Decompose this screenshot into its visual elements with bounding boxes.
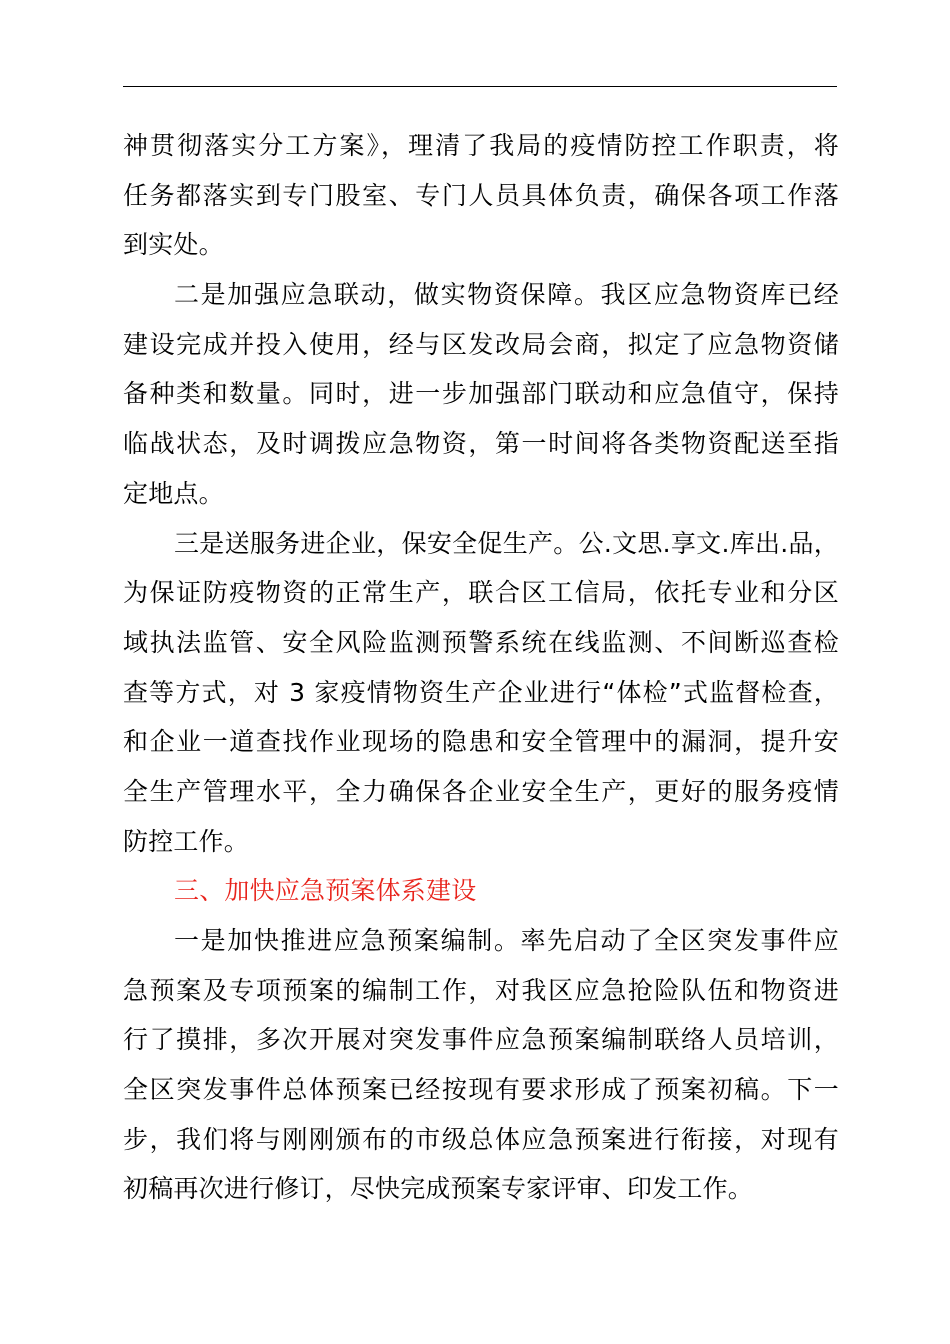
paragraph-line: 任务都落实到专门股室、专门人员具体负责，确保各项工作落	[123, 180, 839, 210]
section-heading: 三、加快应急预案体系建设	[174, 876, 477, 906]
paragraph-line: 步，我们将与刚刚颁布的市级总体应急预案进行衔接，对现有	[123, 1124, 839, 1154]
paragraph-line: 建设完成并投入使用，经与区发改局会商，拟定了应急物资储	[123, 329, 839, 359]
paragraph-line: 查等方式，对 3 家疫情物资生产企业进行“体检”式监督检查，	[123, 677, 839, 707]
paragraph-line: 全区突发事件总体预案已经按现有要求形成了预案初稿。下一	[123, 1075, 839, 1105]
paragraph-line: 到实处。	[123, 230, 224, 260]
paragraph-line: 备种类和数量。同时，进一步加强部门联动和应急值守，保持	[123, 379, 839, 409]
paragraph-line: 急预案及专项预案的编制工作，对我区应急抢险队伍和物资进	[123, 975, 839, 1005]
paragraph-line: 初稿再次进行修订，尽快完成预案专家评审、印发工作。	[123, 1174, 754, 1204]
paragraph-line: 临战状态，及时调拨应急物资，第一时间将各类物资配送至指	[123, 429, 839, 459]
paragraph-line: 一是加快推进应急预案编制。率先启动了全区突发事件应	[174, 926, 839, 955]
paragraph-line: 为保证防疫物资的正常生产，联合区工信局，依托专业和分区	[123, 578, 839, 608]
paragraph-line: 和企业一道查找作业现场的隐患和安全管理中的漏洞，提升安	[123, 727, 839, 757]
paragraph-line: 行了摸排，多次开展对突发事件应急预案编制联络人员培训，	[123, 1025, 839, 1055]
document-body	[123, 121, 839, 1214]
header-rule	[123, 86, 837, 87]
paragraph-line: 域执法监管、安全风险监测预警系统在线监测、不间断巡查检	[123, 627, 839, 657]
paragraph-line: 神贯彻落实分工方案》，理清了我局的疫情防控工作职责，将	[123, 131, 839, 160]
paragraph-line: 定地点。	[123, 478, 224, 508]
paragraph-line: 三是送服务进企业，保安全促生产。公.文思.享文.库出.品，	[174, 528, 839, 558]
paragraph-line: 二是加强应急联动，做实物资保障。我区应急物资库已经	[174, 280, 839, 310]
paragraph-line: 全生产管理水平，全力确保各企业安全生产，更好的服务疫情	[123, 776, 839, 806]
paragraph-line: 防控工作。	[123, 826, 250, 856]
